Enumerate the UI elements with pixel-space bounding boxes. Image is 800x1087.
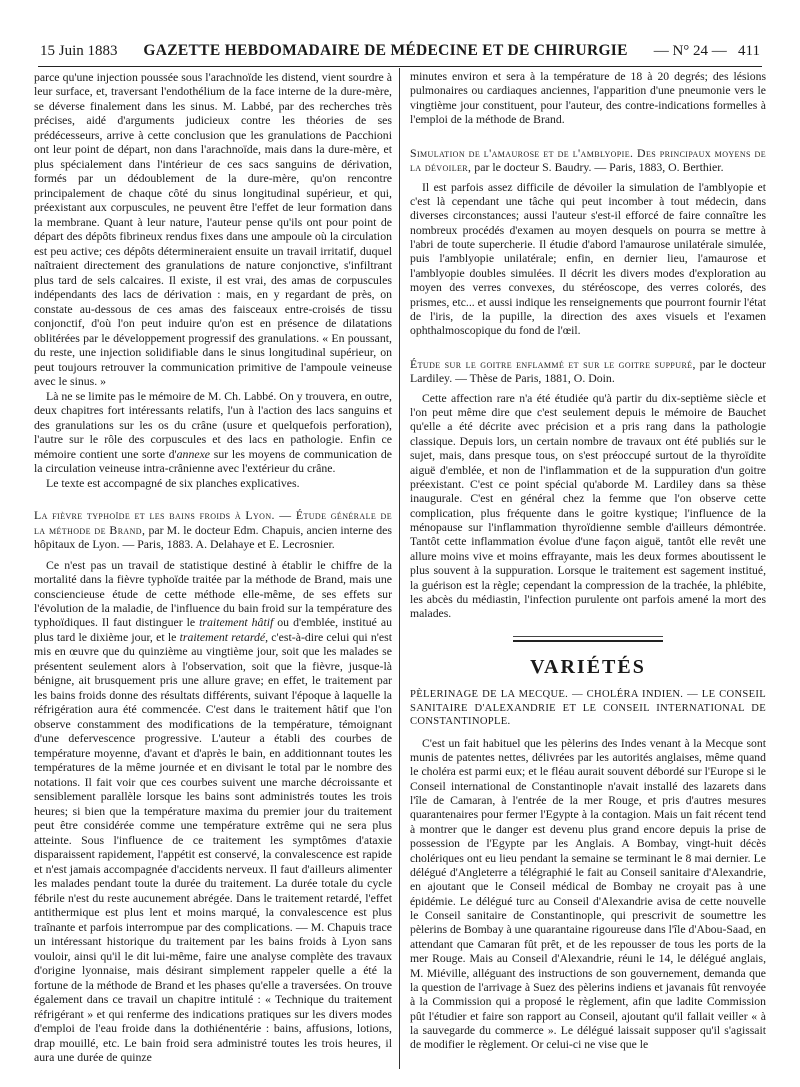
review-title: Étude sur le goitre enflammé et sur le goitre suppuré, par le docteur Lardiley. — Thèse de Paris, 1881, O. Doin. <box>410 356 766 386</box>
section-separator <box>513 636 663 642</box>
journal-title: GAZETTE HEBDOMADAIRE DE MÉDECINE ET DE CHIRURGIE <box>143 42 628 59</box>
running-header <box>40 42 760 64</box>
issue-and-page <box>654 43 760 60</box>
review-title: La fièvre typhoïde et les bains froids à Lyon. — Étude générale de la méthode de Brand, par M. le docteur Edm. Chapuis, ancien interne des hôpitaux de Lyon. — Paris, 1883. A. Delahaye et E. Lecrosnier. <box>34 508 392 552</box>
paragraph: Cette affection rare n'a été étudiée qu'à partir du dix-septième siècle et l'on peut même dire que c'est seulement depuis le mémoire de Bauchet qu'elle a été décrite avec précision et a pris rang dans la pathologie classique. Depuis lors, un certain nombre de travaux ont été publiés sur le sujet, mais, dans presque tous, on s'est préoccupé surtout de la thyroïdite aiguë d'emblée, et non de l'inflammation et de la suppuration d'un goitre préexistant. C'est ce point spécial qu'aborde M. Lardiley dans sa thèse inaugurale. C'est en général chez la femme que l'on observe cette complication, plus fréquente dans le goitre kystique; l'influence de la ménopause sur l'inflammation thyroïdienne semble d'ailleurs démontrée. Tantôt cette inflammation évolue d'une façon aiguë, tantôt elle revêt une allure moins vive et moins effrayante, mais les deux formes aboutissent le plus souvent à la suppuration. Lorsque le traitement est sagement institué, la guérison est la règle; cependant la compression de la trachée, la phlébite, les abcès du médiastin, l'infection purulente ont parfois amené la mort des malades. <box>410 391 766 621</box>
paragraph: Ce n'est pas un travail de statistique destiné à établir le chiffre de la mortalité dans la fièvre typhoïde traitée par la méthode de Brand, mais une consciencieuse étude de cette méthode elle-même, de ses effets sur l'évolution de la maladie, de l'influence du bain froid sur la température des typhoïdiques. Il faut distinguer le traitement hâtif ou d'emblée, institué au plus tard le dixième jour, et le traitement retardé, c'est-à-dire celui qui n'est mis en œuvre que du quinzième au vingtième jour, soit que les malades se présentent seulement alors à l'observation, soit que la fièvre, jusque-là bénigne, ait brusquement pris une allure grave; en effet, le traitement par les bains froids donne des résultats différents, suivant l'époque à laquelle la réfrigération aura été commencée. C'est dans le traitement hâtif que l'on observe constamment des modifications de la température, témoignant d'une defervescence progressive. L'auteur a établi des courbes de température moyenne, d'avant et d'après le bain, en additionnant toutes les températures de la même journée et en divisant le total par le nombre des notations. Il fait voir que ces courbes suivent une marche décroissante et sensiblement parallèle lorsque les bains sont administrés toutes les trois heures; si bien que la température maxima du premier jour du traitement peut être considérée comme une température extrême qui ne sera plus atteinte. Sous l'influence de ce traitement les symptômes d'ataxie disparaissent rapidement, l'appétit est conservé, la convalescence est rapide et n'est jamais accompagnée d'accidents nerveux. Il faut d'ailleurs alimenter les malades pendant toute la durée du traitement. La durée totale du cycle fébrile n'est du reste aucunement abrégée. Dans le traitement retardé, l'effet antithermique est plus lent et moins marqué, la convalescence est plus traînante et parfois interrompue par des complications. — M. Chapuis trace un intéressant historique du traitement par les bains froids à Lyon sans vouloir, ainsi qu'il le dit lui-même, faire une analyse complète des travaux d'origine lyonnaise, mais désirant simplement rappeler quelle a été la fortune de la méthode de Brand et les phases qu'elle a traversées. On trouve également dans ce travail un chapitre intitulé : « Technique du traitement réfrigérant » et qui renferme des indications pratiques sur les divers modes d'emploi de l'eau froide dans la dothiénentérie : bains, affusions, lotions, drap mouillé, etc. Le bain froid sera administré toutes les trois heures, il aura une durée de quinze <box>34 557 392 1065</box>
issue-date: 15 Juin 1883 <box>40 43 118 59</box>
column-divider <box>399 68 400 1069</box>
paragraph: Le texte est accompagné de six planches explicatives. <box>46 475 300 490</box>
paragraph: parce qu'une injection poussée sous l'arachnoïde les distend, vient sourdre à leur surface, et, traversant l'endothélium de la face interne de la dure-mère, se déverse finalement dans les sinus. M. Labbé, par des recherches très précises, aidé d'arguments judicieux contre les théories de ses prédécesseurs, arrive à cette conclusion que les granulations de Pacchioni ont leur point de départ, non dans l'arachnoïde, mais dans la dure-mère, et plus spécialement dans l'intérieur de ces sacs sanguins de dérivation, formés par un dédoublement de la dure-mère, qu'on rencontre principalement de chaque côté du sinus longitudinal supérieur, et qui, préexistant aux corpuscules, ne peuvent être l'effet de leur formation dans la membrane. Quant à leur nature, l'auteur pense qu'ils ont pour point de départ des dépôts fibrineux rendus fixes dans une ampoule où la circulation est peu active; ces dépôts détermineraient ensuite un travail irritatif, duquel naîtraient directement des granulations de nature conjonctive, s'infiltrant plus tard de sels calcaires. Il existe, il est vrai, des amas de corpuscules indépendants des lacs de dérivation : mais, en y regardant de près, on constate au-dessous de ces amas des faisceaux entre-croisés de tissu conjonctif, d'où l'on peut induire qu'on est en présence de dilatations oblitérées par le développement progressif des granulations. « En poussant, du reste, une injection solidifiable dans le sinus longitudinal supérieur, on peut toujours retrouver la communication primitive de l'ampoule veineuse avec le sinus. » <box>34 70 392 389</box>
section-heading: VARIÉTÉS <box>530 655 646 678</box>
header-rule <box>38 66 762 67</box>
section-subheading: PÈLERINAGE DE LA MECQUE. — CHOLÉRA INDIEN. — LE CONSEIL SANITAIRE D'ALEXANDRIE ET LE CONSEIL INTERNATIONAL DE CONSTANTINOPLE. <box>410 689 766 727</box>
paragraph: Là ne se limite pas le mémoire de M. Ch. Labbé. On y trouvera, en outre, deux chapitres fort intéressants relatifs, l'un à l'action des lacs sanguins et des granulations sur les os du crâne (usure et quelquefois perforation), l'autre sur le rôle des corpuscules et des lacs en pathologie. Enfin ce mémoire contient une sorte d'annexe sur les moyens de communication de la circulation veineuse intra-crânienne avec l'extérieur du crâne. <box>34 388 392 476</box>
issue-number: — N° 24 — <box>653 43 727 59</box>
review-title: Simulation de l'amaurose et de l'amblyopie. Des principaux moyens de la dévoiler, par le docteur S. Baudry. — Paris, 1883, O. Berthier. <box>410 145 766 174</box>
paragraph: C'est un fait habituel que les pèlerins des Indes venant à la Mecque sont munis de patentes nettes, délivrées par les autorités anglaises, même quand le choléra est parmi eux; et le fléau aurait souvent débordé sur l'Europe si le Conseil international de Constantinople n'avait installé des lazarets dans l'île de Camaran, à l'entrée de la mer Rouge, et pris d'autres mesures quarantenaires pour fermer l'Egypte à la contagion. Mais un fait récent tend à montrer que le danger est devenu plus grand encore depuis la prise de possession de l'Egypte par les Anglais. A Bombay, vingt-huit décès cholériques ont eu lieu pendant la semaine se terminant le 8 mai dernier. Le délégué d'Angleterre a télégraphié le fait au Conseil sanitaire d'Alexandrie, en ajoutant que le Conseil médical de Bombay ne croyait pas à une épidémie. Le délégué turc au Conseil d'Alexandrie avisa de cette nouvelle le Conseil sanitaire de Constantinople, qui prescrivit de soumettre les pèlerins de Bombay à une quarantaine rigoureuse dans l'île d'Abou-Saad, en attendant que Camaran fût prêt, et de les repousser de tous les ports de la mer Rouge. Mais au Conseil d'Alexandrie, réuni le 14, le délégué anglais, M. Miéville, alléguant des instructions de son gouvernement, demanda que la question de l'arrivage à Suez des pèlerins indiens et javanais fût renvoyée à la Commission qui a proposé le règlement, afin que ladite Commission pût l'étudier et faire son rapport au Conseil, ajoutant qu'il fallait veiller « à la sauvegarde du commerce ». Le délégué laissait supposer qu'il s'agissait de modifier le règlement. Or celui-ci ne vise que le <box>410 736 766 1052</box>
right-column <box>410 70 766 1053</box>
page-number: 411 <box>738 43 760 59</box>
left-column <box>34 70 392 1065</box>
paragraph: minutes environ et sera à la température de 18 à 20 degrés; des lésions pulmonaires ou cardiaques anciennes, l'apparition d'une pneumonie vers le vingtième jour constituent, pour l'auteur, des contre-indications formelles à l'emploi de la méthode de Brand. <box>410 70 766 127</box>
paragraph: Il est parfois assez difficile de dévoiler la simulation de l'amblyopie et c'est là cependant une tâche qui peut incomber à tout médecin, dans diverses circonstances; aussi l'auteur s'est-il efforcé de faire connaître les nombreux procédés d'examen au moyen desquels on pourra se mettre à l'abri de toute supercherie. Il étudie d'abord l'amaurose unilatérale simulée, puis l'amblyopie unilatérale; enfin, en dernier lieu, l'amaurose et l'amblyopie doubles simulées. Il décrit les divers modes d'exploration au moyen des verres convexes, du stéréoscope, des verres colorés, des prismes, etc... et aussi indique les renseignements que pourront fournir l'état de l'iris, de la pupille, la direction des axes visuels et l'examen ophthalmoscopique du fond de l'œil. <box>410 180 766 338</box>
